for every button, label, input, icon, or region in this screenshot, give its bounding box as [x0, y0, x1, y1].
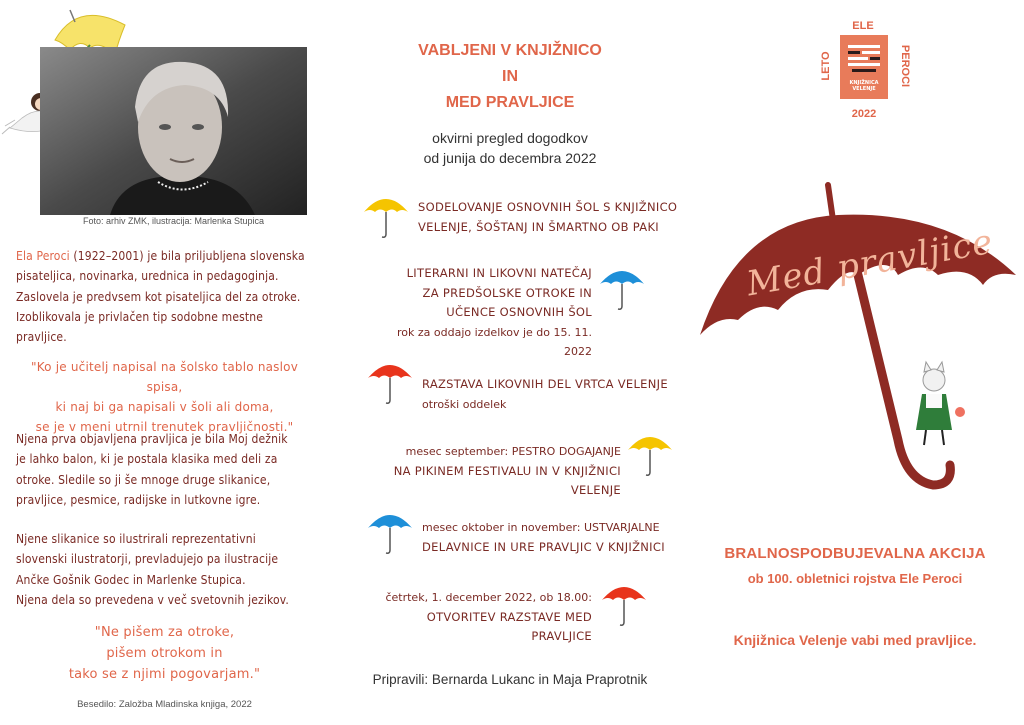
title-line: VABLJENI V KNJIŽNICO	[418, 42, 602, 59]
umbrella-canopy	[602, 587, 646, 600]
bio-line: (1922–2001) je bila priljubljena slovenska	[69, 249, 305, 263]
campaign-subtitle: ob 100. obletnici rojstva Ele Peroci	[747, 571, 963, 586]
umbrella-canopy	[368, 365, 412, 378]
para-line: Ančke Gošnik Godec in Marlenke Stupica.	[16, 572, 246, 587]
portrait-photo	[40, 47, 307, 215]
event-line: RAZSTAVA LIKOVNIH DEL VRTCA VELENJE	[422, 377, 668, 391]
para-line: slovenski ilustratorji, prevladujejo pa ilustracije	[16, 552, 279, 567]
logo-text-right: PEROCI	[899, 44, 911, 88]
cat-illustration	[916, 362, 965, 445]
bio-line: Zaslovela je predvsem kot pisateljica del za otroke.	[16, 289, 301, 304]
event-line: UČENCE OSNOVNIH ŠOL	[446, 305, 592, 319]
event-line: LITERARNI IN LIKOVNI NATEČAJ	[406, 266, 592, 280]
para-line: je lahko balon, ki je postala klasika med deli za	[16, 452, 278, 467]
quote-line: ki naj bi ga napisali v šoli ali doma,	[55, 400, 274, 414]
umbrella-canopy	[364, 199, 408, 212]
bio-paragraph	[16, 246, 313, 347]
event-sodelovanje	[418, 198, 677, 237]
bio-line: Izoblikovala je privlačen tip sodobne mestne	[16, 309, 264, 324]
logo-text-left: LETO	[820, 51, 832, 81]
subtitle-line: okvirni pregled dogodkov	[432, 130, 588, 146]
para-line: Njena dela so prevedena v več svetovnih jezikov.	[16, 592, 289, 607]
umbrella-icon	[600, 580, 648, 630]
event-natecaj	[380, 264, 592, 362]
para-line: otroke. Sledile so ji še mnoge druge slikanice,	[16, 472, 271, 487]
event-line: četrtek, 1. december 2022, ob 18.00:	[385, 591, 592, 604]
para-line: Njene slikanice so ilustrirali reprezentativni	[16, 532, 256, 546]
text-source: Besedilo: Založba Mladinska knjiga, 2022	[77, 699, 252, 710]
event-september	[355, 442, 621, 501]
event-oktober-november	[422, 518, 665, 557]
quote-line: se je v meni utrnil trenutek pravljičnosti."	[35, 420, 294, 434]
bio-line: pisateljica, novinarka, urednica in pedagoginja.	[16, 269, 279, 284]
para-line: pravljice, pesmice, radijske in lutkovne igre.	[16, 492, 261, 507]
photo-credit: Foto: arhiv ZMK, ilustracija: Marlenka Stupica	[82, 216, 265, 226]
event-line: otroški oddelek	[422, 397, 507, 411]
illustrators-paragraph	[16, 529, 313, 610]
prepared-by: Pripravili: Bernarda Lukanc in Maja Praprotnik	[372, 672, 648, 687]
umbrella-icon	[366, 508, 414, 558]
umbrella-icon	[626, 430, 674, 480]
subtitle-line: od junija do decembra 2022	[423, 150, 597, 166]
bio-author-name: Ela Peroci	[16, 249, 70, 263]
first-fairytale-paragraph	[16, 429, 313, 510]
event-line: mesec september: PESTRO DOGAJANJE	[405, 445, 621, 458]
event-line: OTVORITEV RAZSTAVE MED PRAVLJICE	[426, 609, 592, 643]
umbrella-icon	[362, 192, 410, 242]
event-line: VELENJE, ŠOŠTANJ IN ŠMARTNO OB PAKI	[418, 219, 659, 234]
quote-children	[16, 622, 313, 685]
campaign-title: BRALNOSPODBUJEVALNA AKCIJA	[724, 545, 986, 562]
quote-line: "Ko je učitelj napisal na šolsko tablo naslov spisa,	[30, 360, 299, 394]
umbrella-icon	[366, 358, 414, 408]
event-line: NA PIKINEM FESTIVALU IN V KNJIŽNICI VELENJE	[393, 463, 621, 497]
title-line: MED PRAVLJICE	[445, 94, 575, 111]
event-line: DELAVNICE IN URE PRAVLJIC V KNJIŽNICI	[422, 539, 665, 554]
event-line: mesec oktober in november: USTVARJALNE	[422, 521, 660, 534]
invitation-title	[360, 38, 660, 116]
umbrella-canopy	[600, 271, 644, 284]
umbrella-icon	[598, 264, 646, 314]
logo-year: 2022	[851, 108, 877, 120]
quote-line: tako se z njimi pogovarjam."	[68, 667, 261, 682]
bio-line: pravljice.	[16, 330, 67, 345]
quote-line: pišem otrokom in	[106, 646, 223, 661]
umbrella-canopy	[368, 515, 412, 528]
event-otvoritev	[380, 588, 592, 647]
event-razstava-vrtca	[422, 375, 668, 414]
umbrella-script-title: Med pravljice	[743, 221, 997, 305]
logo-library-name: KNJIŽNICA VELENJE	[849, 80, 879, 92]
portrait-photo-image	[40, 47, 307, 215]
event-line: rok za oddajo izdelkov je do 15. 11. 2022	[397, 325, 592, 358]
library-invitation: Knjižnica Velenje vabi med pravljice.	[733, 632, 977, 648]
quote-teacher	[16, 357, 313, 437]
event-line: ZA PREDŠOLSKE OTROKE IN	[422, 285, 592, 300]
quote-line: "Ne pišem za otroke,	[94, 625, 235, 640]
umbrella-canopy	[628, 437, 672, 450]
para-line: Njena prva objavljena pravljica je bila Moj dežnik	[16, 432, 288, 446]
title-line: IN	[502, 68, 518, 85]
invitation-subtitle	[360, 128, 660, 168]
event-line: SODELOVANJE OSNOVNIH ŠOL S KNJIŽNICO	[418, 200, 678, 214]
logo-text-top: ELE	[852, 20, 874, 32]
